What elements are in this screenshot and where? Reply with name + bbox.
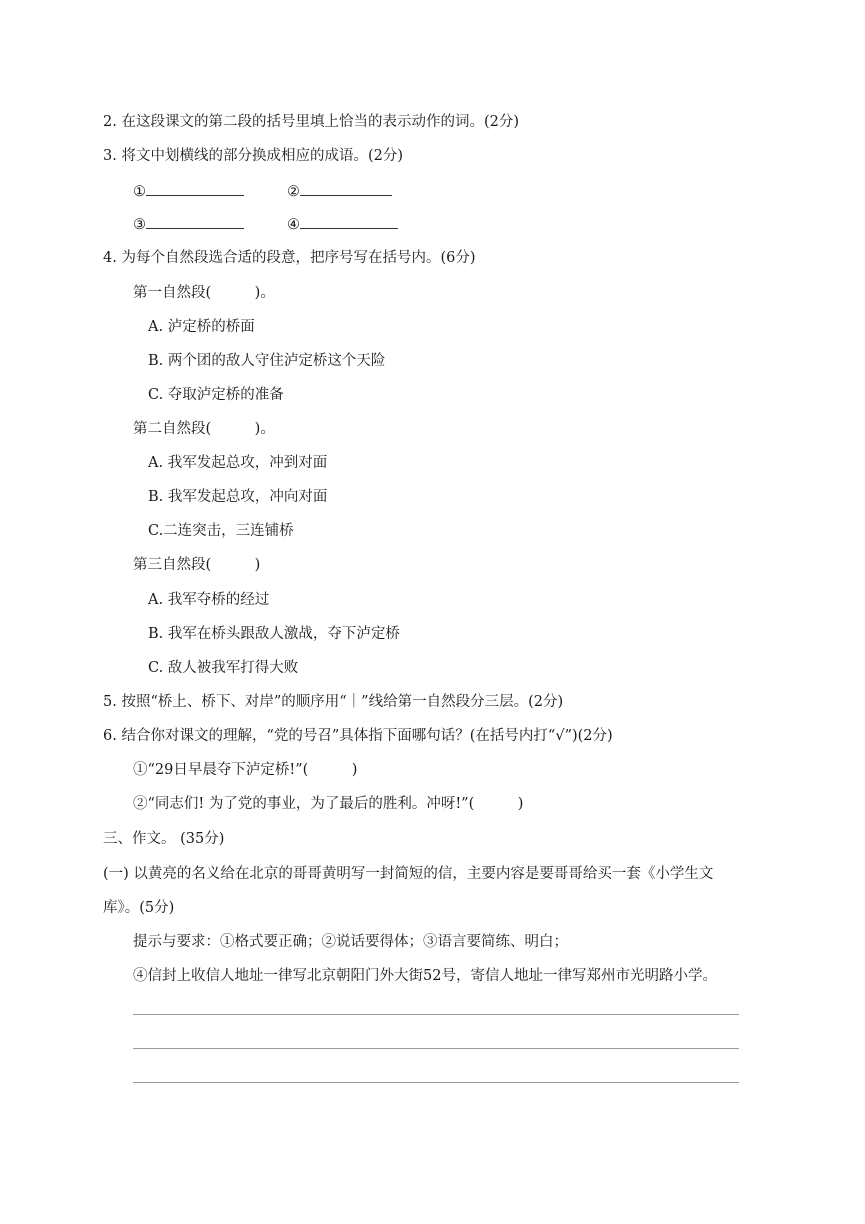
para2-option-c: C.二连突击，三连铺桥 <box>148 523 294 539</box>
blank-2-line <box>300 181 392 196</box>
para2-option-b: B. 我军发起总攻，冲向对面 <box>148 489 328 505</box>
answer-line-3[interactable] <box>133 1082 739 1083</box>
q6-option-1: ①“29日早晨夺下泸定桥!”( ) <box>133 762 358 778</box>
section-3-hint-1: 提示与要求：①格式要正确；②说话要得体；③语言要简练、明白； <box>133 934 568 950</box>
blank-3[interactable] <box>133 214 244 235</box>
blank-2-marker: ② <box>287 184 300 200</box>
para1-option-c: C. 夺取泸定桥的准备 <box>148 387 284 403</box>
section-3-hint-2: ④信封上收信人地址一律写北京朝阳门外大街52号，寄信人地址一律写郑州市光明路小学。 <box>133 968 717 984</box>
question-5: 5. 按照“桥上、桥下、对岸”的顺序用“｜”线给第一自然段分三层。(2分) <box>103 694 564 710</box>
para2-option-a: A. 我军发起总攻，冲到对面 <box>148 455 328 471</box>
question-4: 4. 为每个自然段选合适的段意，把序号写在括号内。(6分) <box>103 250 476 266</box>
section-3-part1-line2: 库》。(5分) <box>103 900 175 916</box>
blank-1-line <box>146 181 244 196</box>
blank-2[interactable] <box>287 181 392 202</box>
answer-line-2[interactable] <box>133 1048 739 1049</box>
para2-label: 第二自然段( )。 <box>133 421 275 437</box>
blank-1-marker: ① <box>133 184 146 200</box>
para1-label: 第一自然段( )。 <box>133 285 275 301</box>
para3-option-c: C. 敌人被我军打得大败 <box>148 660 299 676</box>
blank-1[interactable] <box>133 181 244 202</box>
answer-line-1[interactable] <box>133 1014 739 1015</box>
blank-3-line <box>146 214 244 229</box>
blank-4-line <box>300 214 398 229</box>
section-3-title: 三、作文。 (35分) <box>103 831 225 847</box>
question-6: 6. 结合你对课文的理解，“党的号召”具体指下面哪句话？(在括号内打“√”)(2分) <box>103 728 613 744</box>
question-3: 3. 将文中划横线的部分换成相应的成语。(2分) <box>103 148 403 164</box>
para3-option-b: B. 我军在桥头跟敌人激战，夺下泸定桥 <box>148 626 400 642</box>
q6-option-2: ②“同志们! 为了党的事业，为了最后的胜利。冲呀!”( ) <box>133 796 524 812</box>
section-3-part1-line1: (一) 以黄亮的名义给在北京的哥哥黄明写一封简短的信，主要内容是要哥哥给买一套《小学生文 <box>103 866 714 882</box>
para3-option-a: A. 我军夺桥的经过 <box>148 592 270 608</box>
blank-4[interactable] <box>287 214 398 235</box>
para1-option-b: B. 两个团的敌人守住泸定桥这个天险 <box>148 353 386 369</box>
blank-3-marker: ③ <box>133 217 146 233</box>
question-2: 2. 在这段课文的第二段的括号里填上恰当的表示动作的词。(2分) <box>103 114 519 130</box>
para1-option-a: A. 泸定桥的桥面 <box>148 319 255 335</box>
para3-label: 第三自然段( ) <box>133 557 261 573</box>
blank-4-marker: ④ <box>287 217 300 233</box>
